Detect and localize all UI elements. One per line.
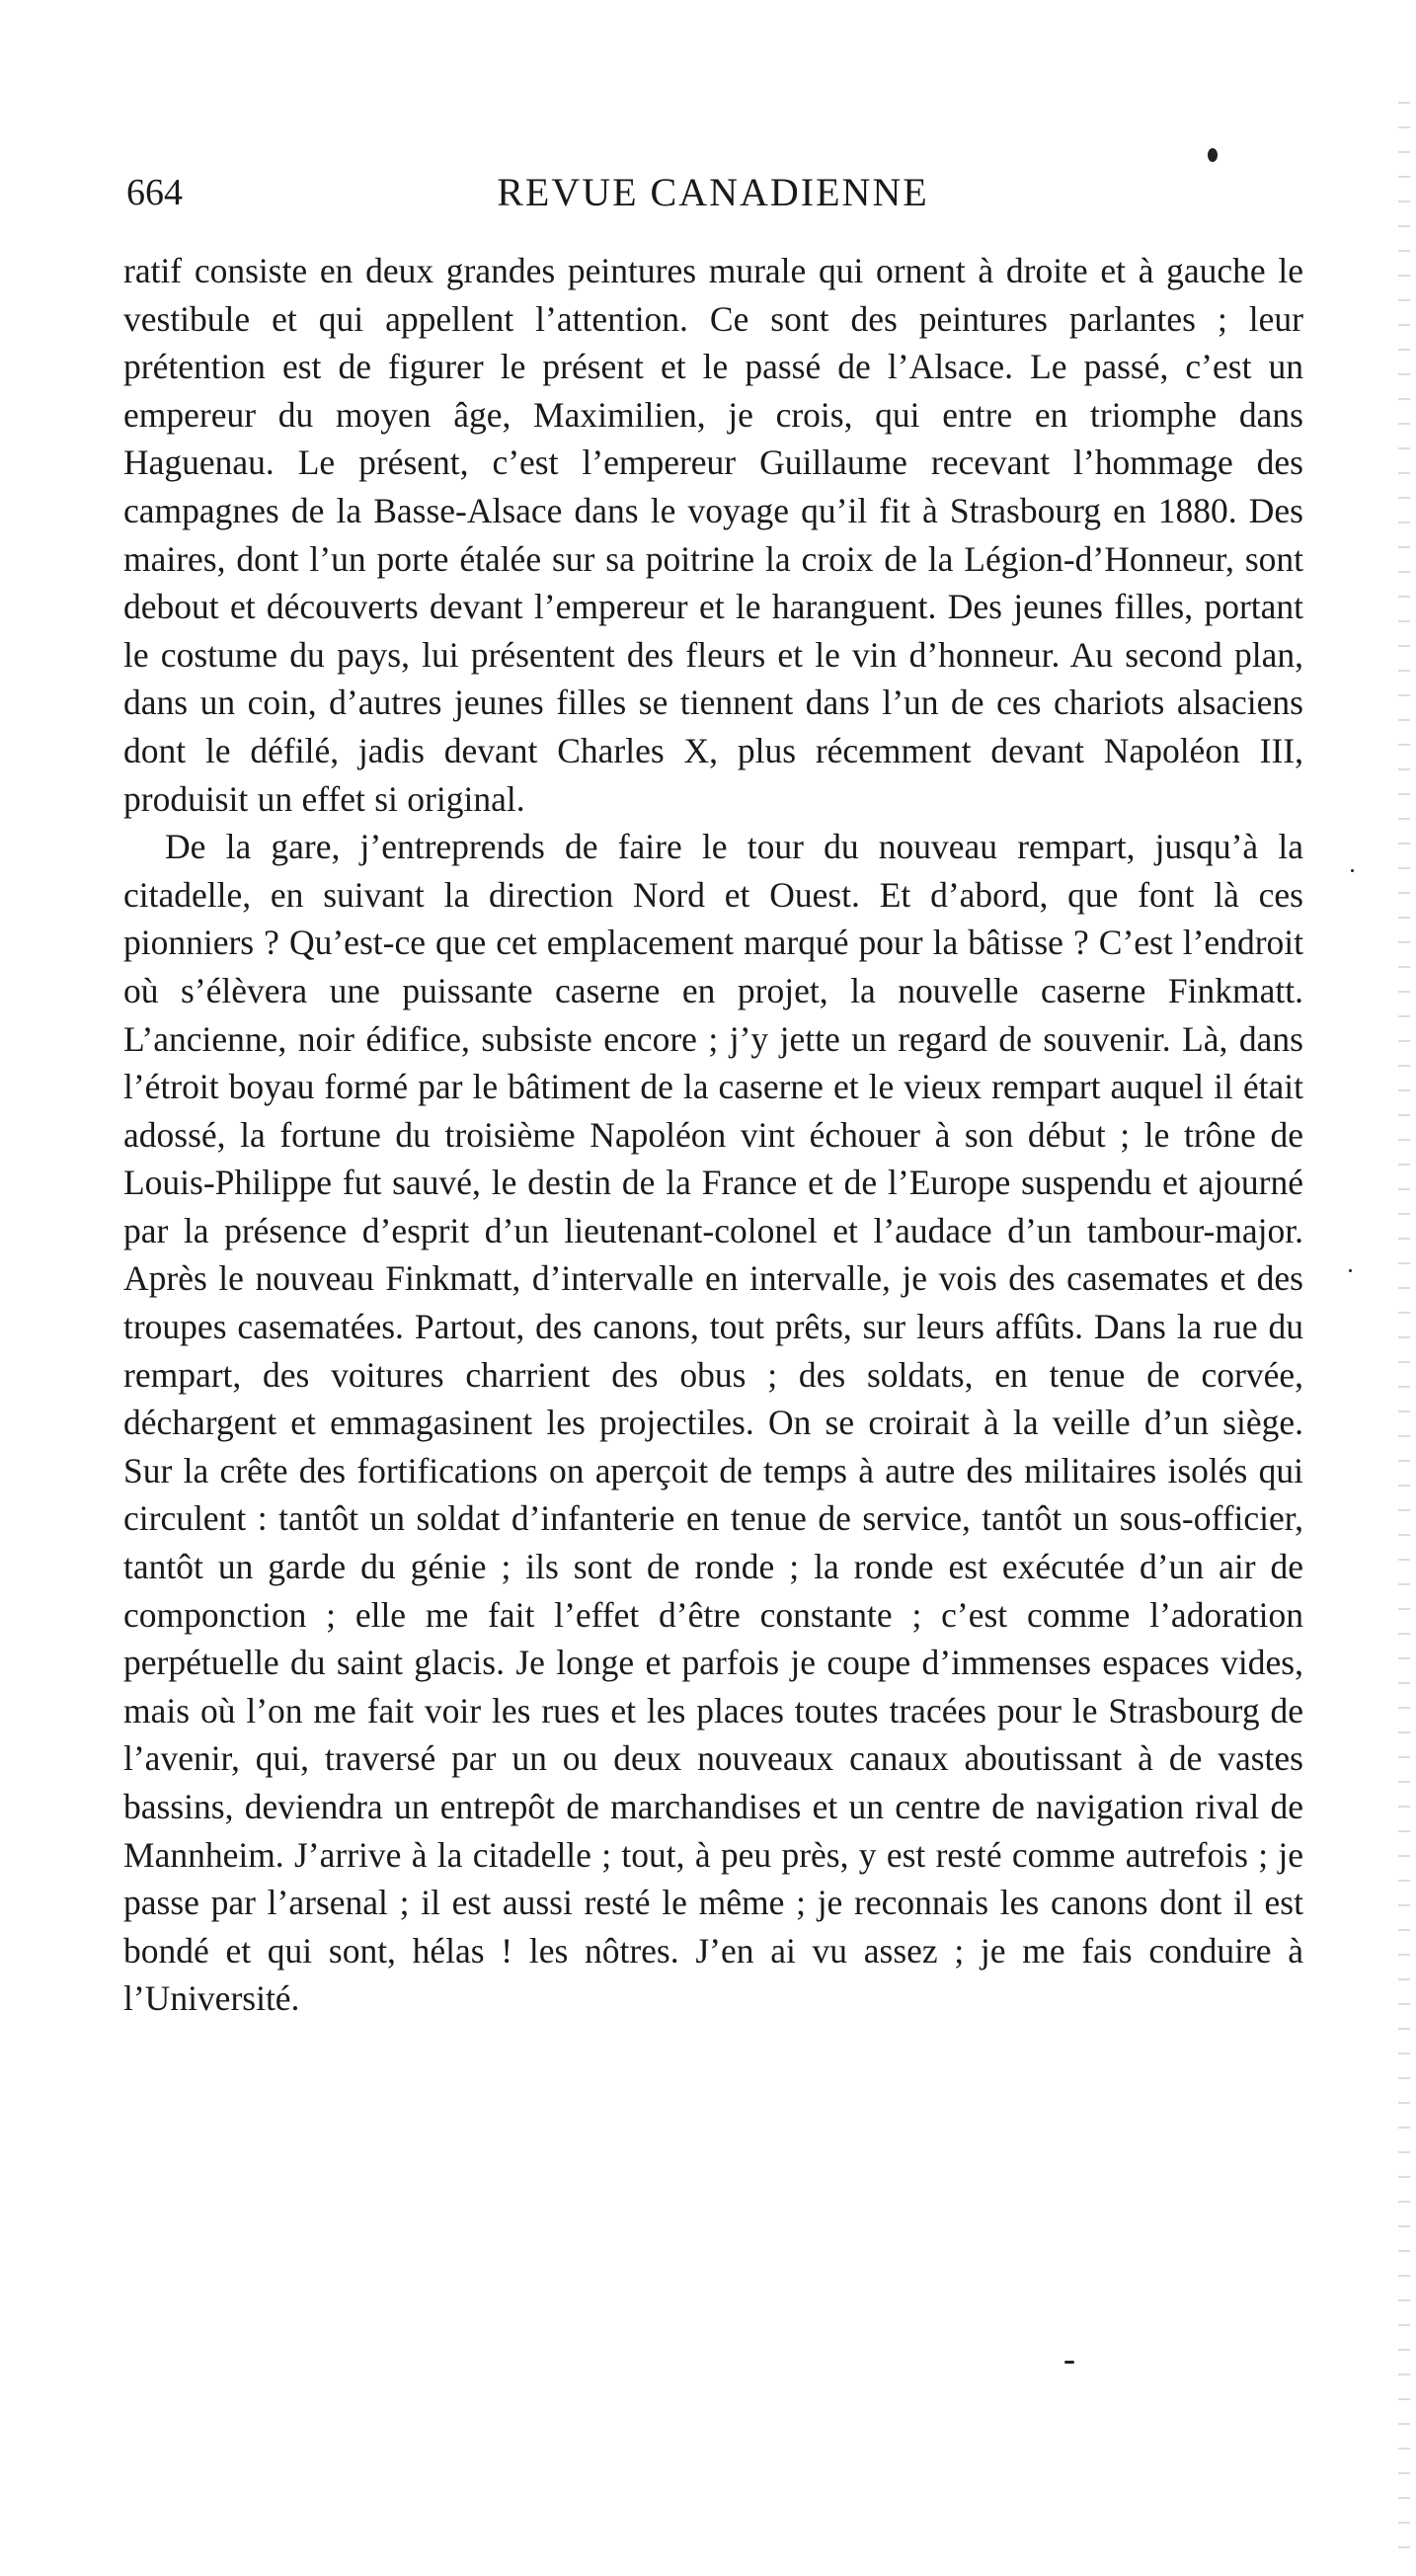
paragraph: ratif consiste en deux grandes peintures murale qui ornent à droite et à gauche le vestibule et qui appellent l’attention. Ce sont des peintures parlantes ; leur prétention est de figurer le présent et le passé de l’Alsace. Le passé, c’est un empereur du moyen âge, Maximilien, je crois, qui entre en triomphe dans Haguenau. Le présent, c’est l’empereur Guillaume recevant l’hommage des campagnes de la Basse-Alsace dans le voyage qu’il fit à Strasbourg en 1880. Des maires, dont l’un porte étalée sur sa poitrine la croix de la Légion-d’Honneur, sont debout et découverts devant l’empereur et le haranguent. Des jeunes filles, portant le costume du pays, lui présentent des fleurs et le vin d’honneur. Au second plan, dans un coin, d’autres jeunes filles se tiennent dans l’un de ces chariots alsaciens dont le défilé, jadis devant Charles X, plus récemment devant Napoléon III, produisit un effet si original.	[123, 251, 1303, 819]
page-edge-bleed-through	[1398, 79, 1410, 2548]
paragraph: De la gare, j’entreprends de faire le tour du nouveau rempart, jusqu’à la citadelle, en suivant la direction Nord et Ouest. Et d’abord, que font là ces pionniers ? Qu’est-ce que cet emplacement marqué pour la bâtisse ? C’est l’endroit où s’élèvera une puissante caserne en projet, la nouvelle caserne Finkmatt. L’ancienne, noir édifice, subsiste encore ; j’y jette un regard de souvenir. Là, dans l’étroit boyau formé par le bâtiment de la caserne et le vieux rempart auquel il était adossé, la fortune du troisième Napoléon vint échouer à son début ; le trône de Louis-Philippe fut sauvé, le destin de la France et de l’Europe suspendu et ajourné par la présence d’esprit d’un lieutenant-colonel et l’audace d’un tambour-major. Après le nouveau Finkmatt, d’intervalle en intervalle, je vois des casemates et des troupes casematées. Partout, des canons, tout prêts, sur leurs affûts. Dans la rue du rempart, des voitures charrient des obus ; des soldats, en tenue de corvée, déchargent et emmagasinent les projectiles. On se croirait à la veille d’un siège. Sur la crête des fortifications on aperçoit de temps à autre des militaires isolés qui circulent : tantôt un soldat d’infanterie en tenue de service, tantôt un sous-officier, tantôt un garde du génie ; ils sont de ronde ; la ronde est exécutée d’un air de componction ; elle me fait l’effet d’être constante ; c’est comme l’adoration perpétuelle du saint glacis. Je longe et parfois je coupe d’immenses espaces vides, mais où l’on me fait voir les rues et les places toutes tracées pour le Strasbourg de l’avenir, qui, traversé par un ou deux nouveaux canaux aboutissant à de vastes bassins, deviendra un entrepôt de marchandises et un centre de navigation rival de Mannheim. J’arrive à la citadelle ; tout, à peu près, y est resté comme autrefois ; je passe par l’arsenal ; il est aussi resté le même ; je reconnais les canons dont il est bondé et qui sont, hélas ! les nôtres. J’en ai vu assez ; je me fais conduire à l’Université.	[123, 827, 1303, 2019]
page-header	[126, 166, 1299, 219]
running-title: REVUE CANADIENNE	[497, 170, 929, 214]
ink-speck	[1349, 1269, 1352, 1272]
ink-speck	[1351, 869, 1354, 872]
page-number: 664	[126, 172, 183, 213]
ink-speck	[1208, 148, 1218, 162]
ink-speck	[1064, 2361, 1074, 2364]
body-text	[123, 247, 1303, 2023]
